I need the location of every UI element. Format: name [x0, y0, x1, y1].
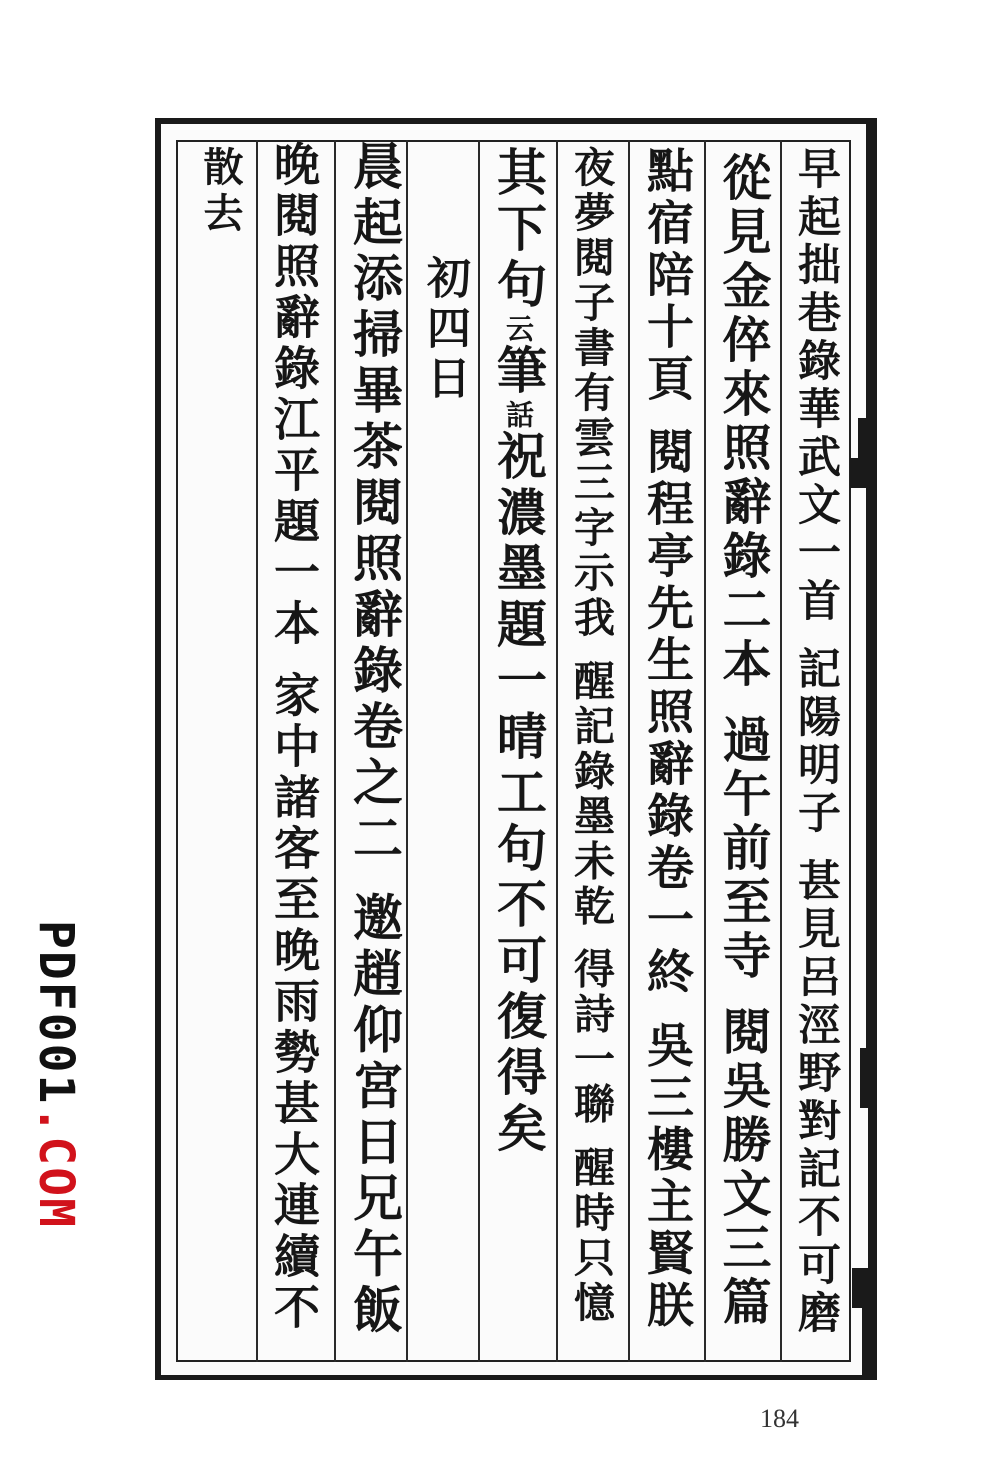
column-rule	[780, 140, 782, 1362]
column-rule	[256, 140, 258, 1362]
page-edge-binding	[848, 118, 877, 1380]
column-rule	[628, 140, 630, 1362]
column-rule	[406, 140, 408, 1362]
column-rule	[478, 140, 480, 1362]
date-header: 初四日	[419, 255, 470, 405]
manuscript-column-3: 點宿陪十頁 閱程亭先生照辭錄卷一終 吳三樓主賢朕	[639, 146, 694, 1333]
manuscript-column-2: 從見金倅來照辭錄二本 過午前至寺 閱吳勝文三篇	[715, 152, 773, 1331]
manuscript-column-5: 其下句云筆話祝濃墨題一晴工句不可復得矣	[489, 146, 548, 1158]
manuscript-column-1: 早起拙巷錄華武文一首 記陽明子 甚見呂涇野對記不可磨	[791, 146, 841, 1338]
column-rule	[334, 140, 336, 1362]
manuscript-column-7: 晚閱照辭錄江平題一本 家中諸客至晚雨勢甚大連續不	[267, 140, 321, 1335]
manuscript-column-8: 散去	[197, 146, 244, 238]
manuscript-column-4: 夜夢閱子書有雲三字示我 醒記錄墨未乾 得詩一聯 醒時只憶	[567, 146, 615, 1326]
site-watermark: PDF001.COM	[28, 920, 84, 1229]
manuscript-column-6: 晨起添掃畢茶閱照辭錄卷之二 邀趙仰宮日兄午飯	[345, 140, 404, 1340]
page-number: 184	[760, 1404, 799, 1433]
column-rule	[704, 140, 706, 1362]
column-rule	[556, 140, 558, 1362]
